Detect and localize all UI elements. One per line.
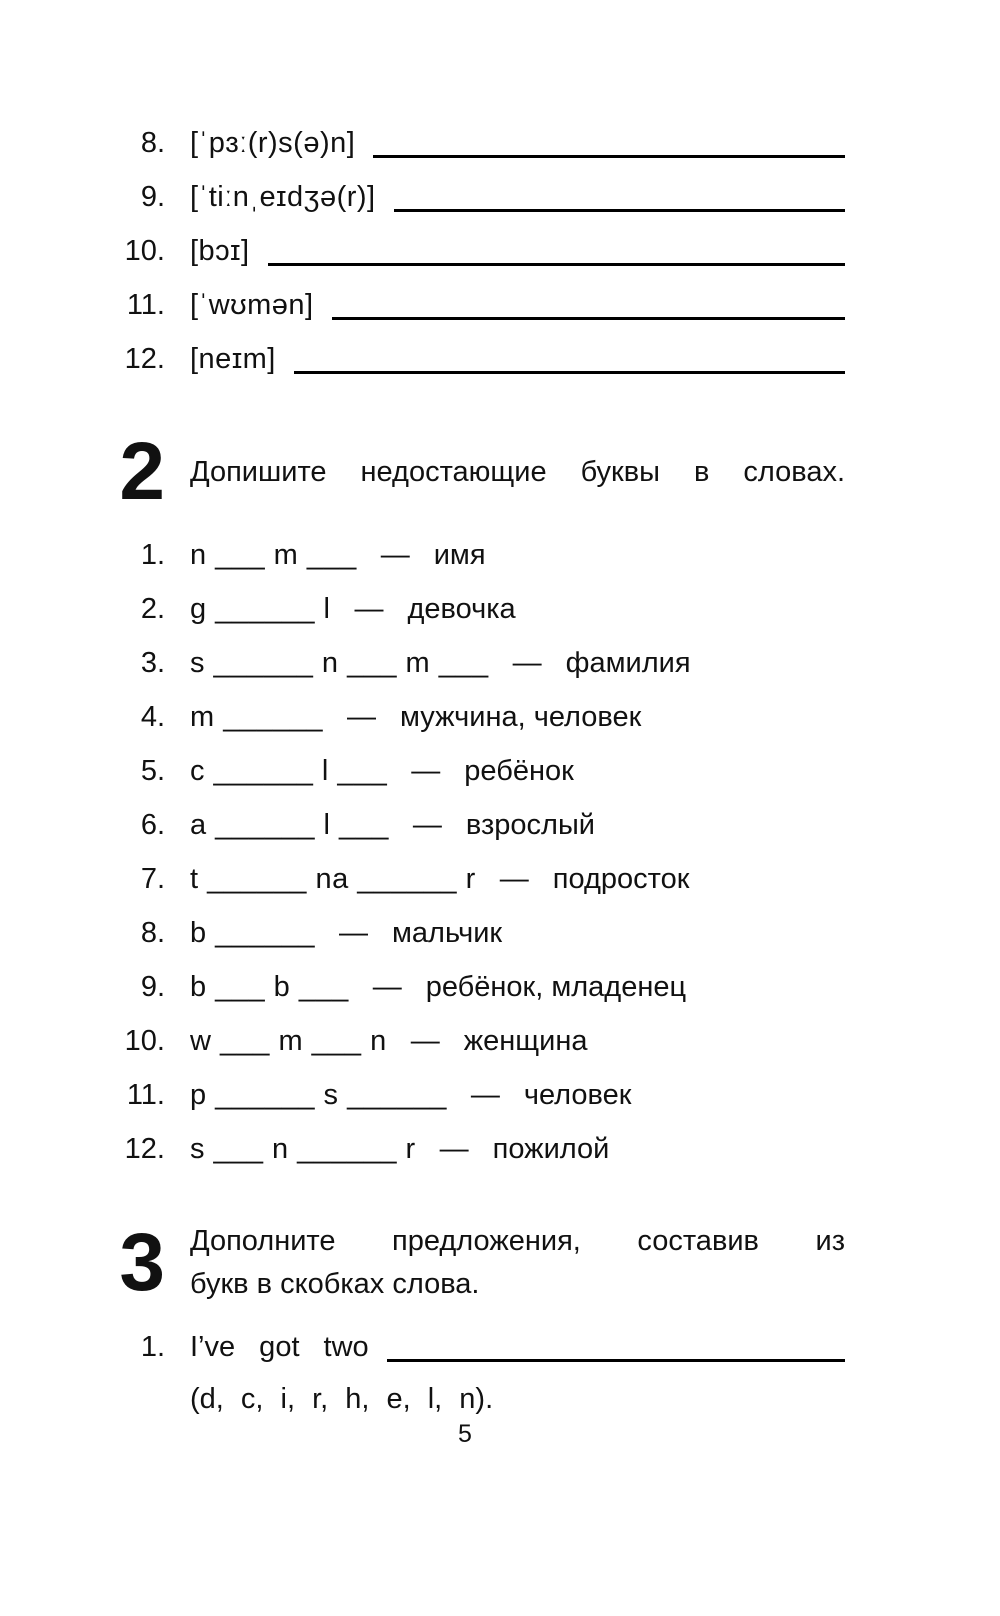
fill-letters-item [62,582,845,636]
answer-blank-line [332,290,845,320]
bracket-letters: (d, c, i, r, h, e, l, n). [190,1382,494,1415]
fill-letters-item [62,906,845,960]
item-number: 2. [140,592,165,625]
answer-blank-line [387,1332,845,1362]
answer-blank-line [373,128,845,158]
item-number: 12. [124,342,165,375]
russian-translation: мальчик [391,916,503,949]
word-with-blanks: g ______ l [190,592,331,625]
dash: — [380,538,410,571]
word-with-blanks: s ______ n ___ m ___ [190,646,489,679]
sentence-item-letters [62,1374,845,1424]
item-number: 11. [126,1078,165,1111]
transcription-item [62,116,845,170]
exercise3-list [62,1320,845,1424]
item-number: 5. [140,754,165,787]
fill-letters-item [62,1122,845,1176]
fill-letters-item [62,798,845,852]
instruction-line: букв в скобках слова. [190,1268,480,1300]
russian-translation: ребёнок, младенец [425,970,687,1003]
dash: — [347,700,376,733]
fill-letters-item [62,690,845,744]
russian-translation: женщина [463,1024,588,1057]
russian-translation: имя [433,538,486,571]
dash: — [439,1132,469,1165]
item-number: 3. [140,646,165,679]
sentence-item [62,1320,845,1374]
dash: — [338,916,368,949]
item-number: 1. [140,538,165,571]
word-with-blanks: b ___ b ___ [190,970,349,1003]
russian-translation: пожилой [492,1132,610,1165]
russian-translation: фамилия [565,646,691,679]
dash: — [411,754,441,787]
ipa-transcription: [ˈwʊmən] [190,288,314,321]
exercise2-header [62,426,845,518]
word-with-blanks: a ______ l ___ [190,808,389,841]
item-number: 9. [140,180,165,213]
fill-letters-item [62,636,845,690]
fill-letters-item [62,1014,845,1068]
fill-letters-item [62,744,845,798]
item-number: 10. [124,234,165,267]
answer-blank-line [394,182,845,212]
answer-blank-line [268,236,845,266]
item-number: 6. [140,808,165,841]
dash: — [410,1024,440,1057]
fill-letters-item [62,528,845,582]
item-number: 10. [124,1024,165,1057]
word-with-blanks: t ______ na ______ r [190,862,476,895]
transcription-item [62,224,845,278]
answer-blank-line [294,344,845,374]
russian-translation: взрослый [465,808,596,841]
dash: — [354,592,384,625]
exercise3-header [62,1214,845,1312]
instruction-line: Допишите недостающие буквы в словах. [190,455,845,488]
exercise2-list [62,528,845,1176]
dash: — [470,1078,500,1111]
word-with-blanks: w ___ m ___ n [190,1024,387,1057]
exercise2-instruction [190,451,845,494]
fill-letters-item [62,852,845,906]
page-number: 5 [458,1420,472,1448]
ipa-transcription: [ˈtiːnˌeɪdʒə(r)] [190,180,376,213]
item-number: 4. [140,700,165,733]
word-with-blanks: n ___ m ___ [190,538,357,571]
word-with-blanks: m ______ [190,700,323,733]
transcription-item [62,278,845,332]
word-with-blanks: c ______ l ___ [190,754,388,787]
transcription-item [62,170,845,224]
exercise3-instruction [190,1220,845,1306]
item-number: 9. [140,970,165,1003]
exercise1-continuation-list [62,116,845,386]
item-number: 8. [140,126,165,159]
dash: — [372,970,402,1003]
russian-translation: человек [523,1078,632,1111]
transcription-item [62,332,845,386]
item-number: 7. [140,862,165,895]
dash: — [499,862,529,895]
russian-translation: подросток [552,862,690,895]
item-number: 8. [140,916,165,949]
exercise3-number: 3 [119,1217,163,1308]
ipa-transcription: [bɔɪ] [190,234,250,267]
item-number: 12. [124,1132,165,1165]
sentence-start: I’ve got two [190,1330,369,1363]
ipa-transcription: [ˈpɜː(r)s(ə)n] [190,126,356,159]
ipa-transcription: [neɪm] [190,342,276,375]
word-with-blanks: p ______ s ______ [190,1078,447,1111]
fill-letters-item [62,1068,845,1122]
russian-translation: мужчина, человек [400,700,642,733]
russian-translation: ребёнок [464,754,574,787]
word-with-blanks: b ______ [190,916,315,949]
item-number: 11. [126,288,165,321]
word-with-blanks: s ___ n ______ r [190,1132,416,1165]
dash: — [512,646,542,679]
russian-translation: девочка [407,592,516,625]
instruction-line: Дополните предложения, составив из [190,1225,845,1257]
fill-letters-item [62,960,845,1014]
item-number: 1. [140,1330,165,1363]
dash: — [412,808,442,841]
exercise2-number: 2 [119,426,163,517]
